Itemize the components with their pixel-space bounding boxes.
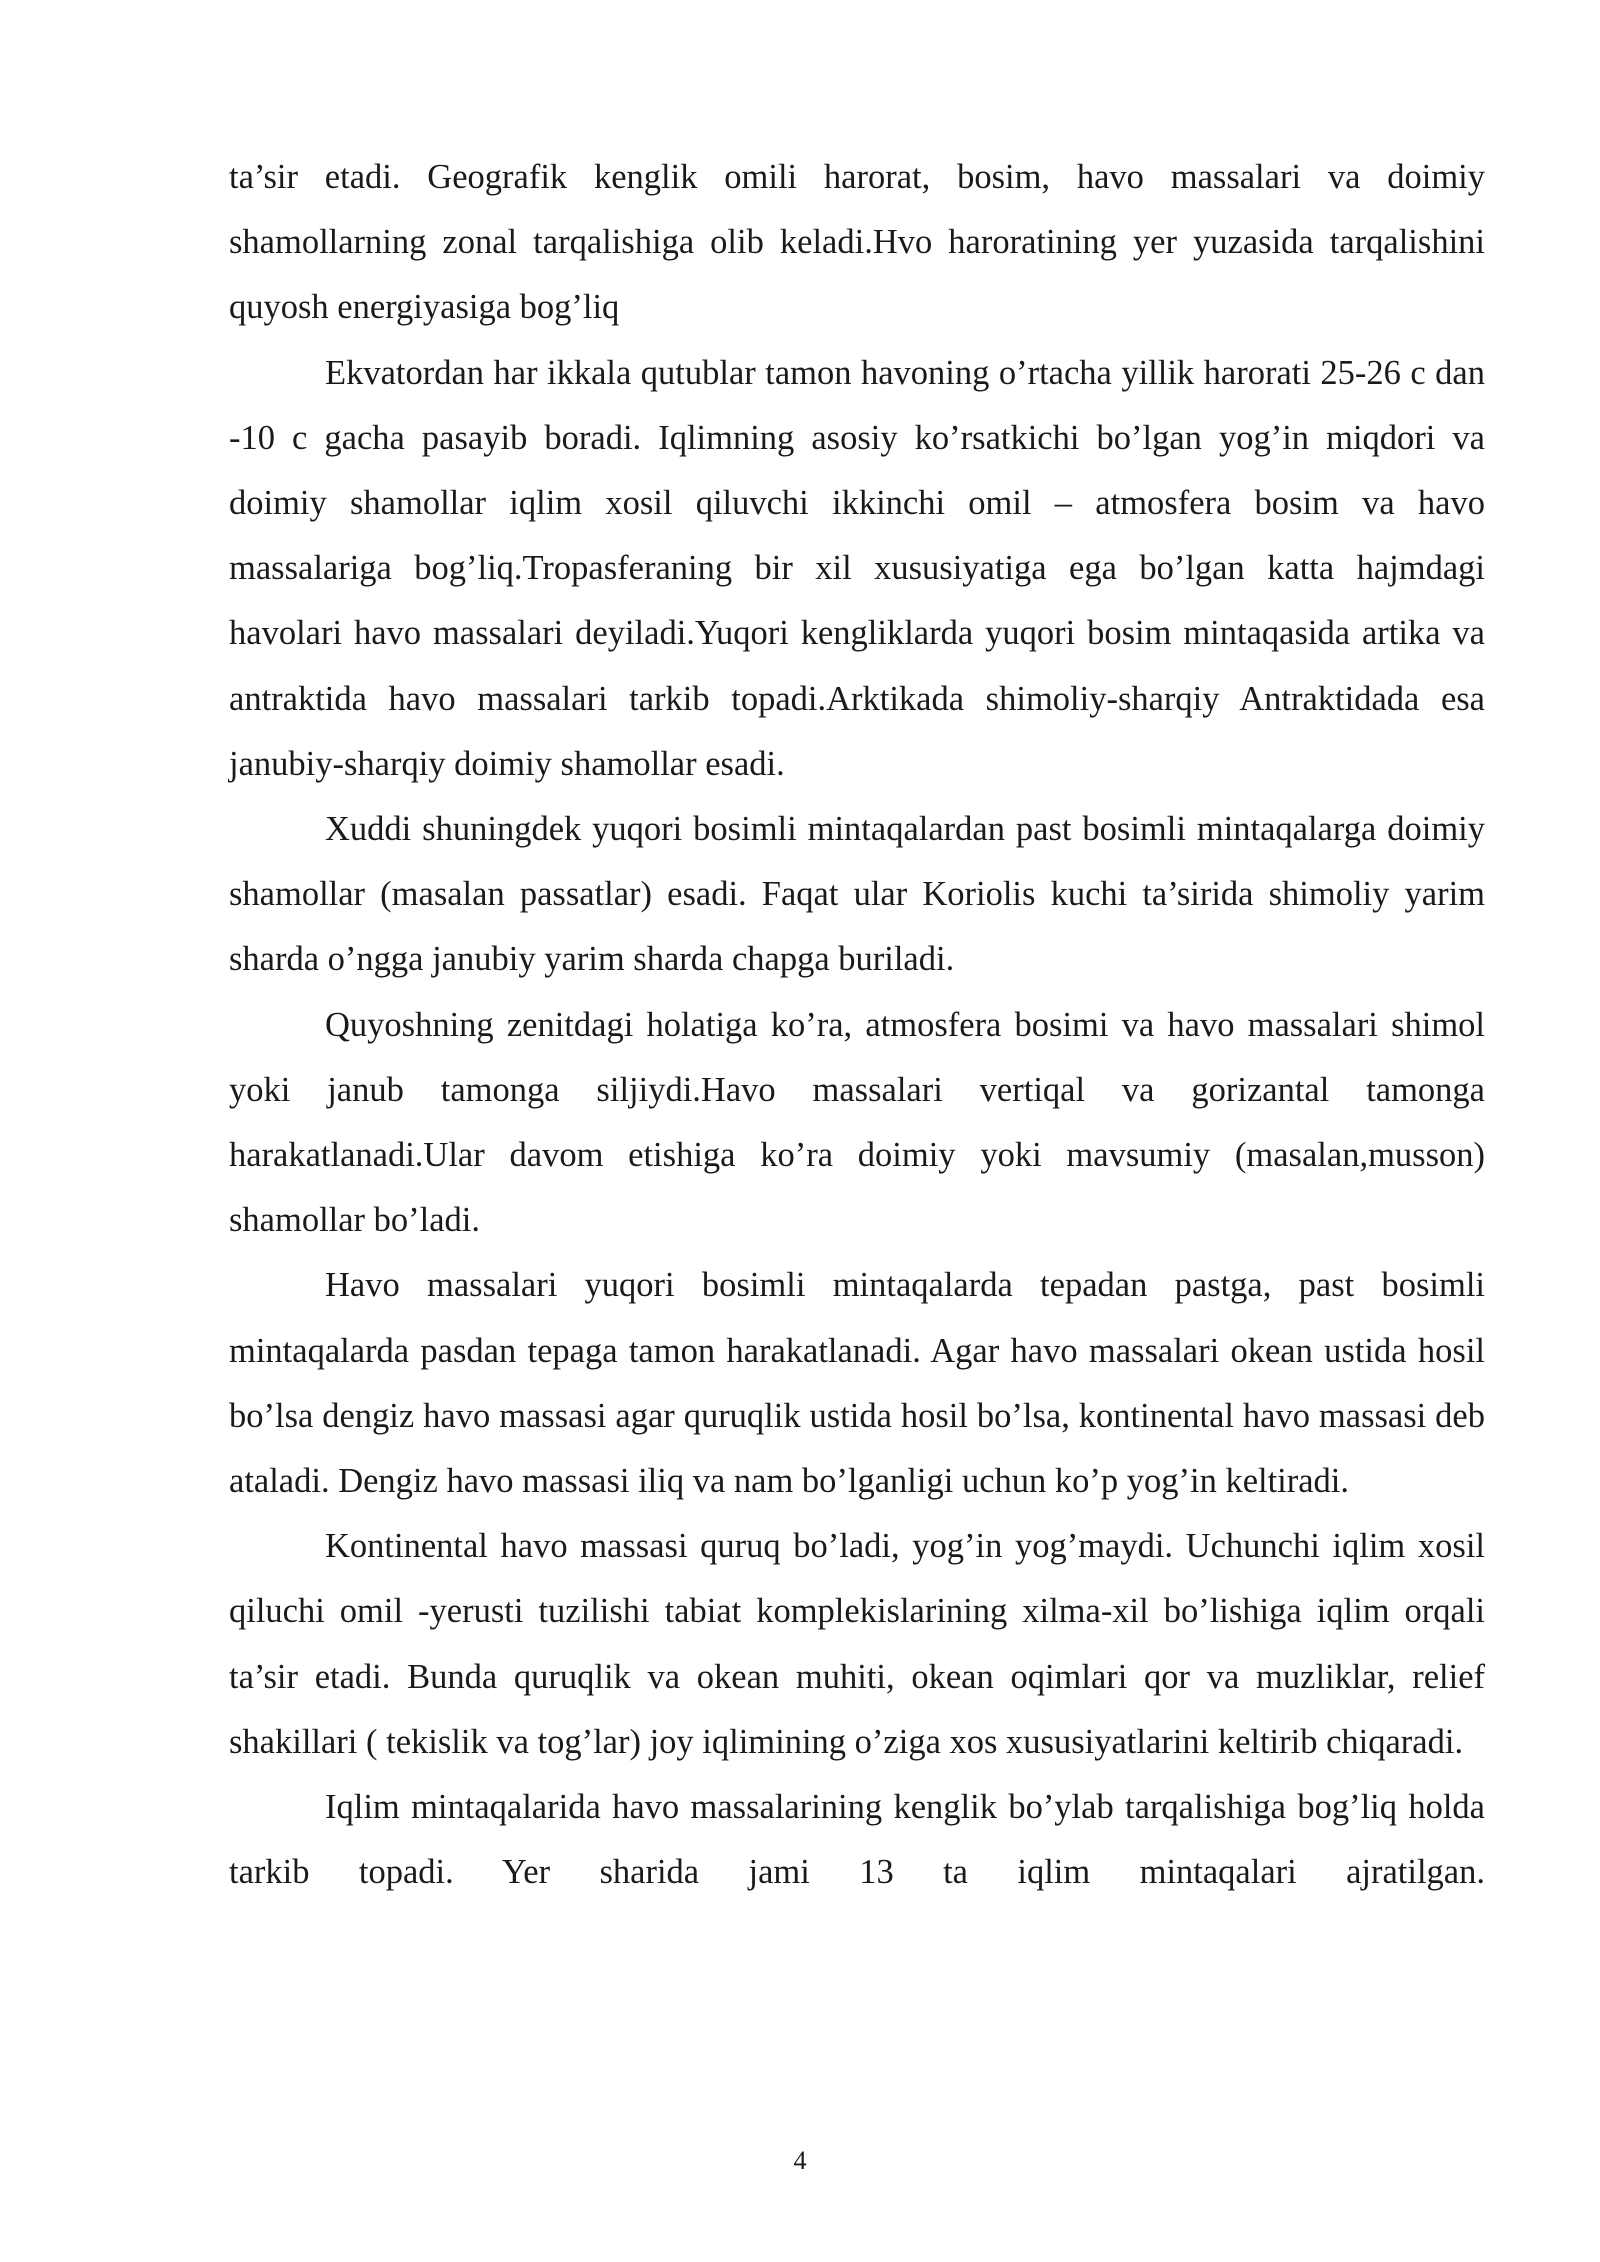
page-number: 4 <box>793 2146 807 2175</box>
paragraph-iqlim: Iqlim mintaqalarida havo massalarining kenglik bo’ylab tarqalishiga bog’liq holda tarkib topadi. Yer sharida jami 13 ta iqlim mintaqalari ajratilgan. <box>229 1788 1485 1892</box>
paragraph-quyoshning: Quyoshning zenitdagi holatiga ko’ra, atmosfera bosimi va havo massalari shimol yoki janub tamonga siljiydi.Havo massalari vertiqal va gorizantal tamonga harakatlanadi.Ular davom etishiga ko’ra doimiy yoki mavsumiy (masalan,musson) shamollar bo’ladi. <box>229 1005 1485 1240</box>
paragraph-havo-massalari: Havo massalari yuqori bosimli mintaqalarda tepadan pastga, past bosimli mintaqalarda pasdan tepaga tamon harakatlanadi. Agar havo massalari okean ustida hosil bo’lsa dengiz havo massasi agar quruqlik ustida hosil bo’lsa, kontinental havo massasi deb ataladi. Dengiz havo massasi iliq va nam bo’lganligi uchun ko’p yog’in keltiradi. <box>229 1266 1485 1501</box>
paragraph-kontinental: Kontinental havo massasi quruq bo’ladi, yog’in yog’maydi. Uchunchi iqlim xosil qiluchi omil -yerusti tuzilishi tabiat komplekislarining xilma-xil bo’lishiga iqlim orqali ta’sir etadi. Bunda quruqlik va okean muhiti, okean oqimlari qor va muzliklar, relief shakillari ( tekislik va tog’lar) joy iqlimining o’ziga xos xususiyatlarini keltirib chiqaradi. <box>229 1527 1485 1761</box>
paragraph-xuddi: Xuddi shuningdek yuqori bosimli mintaqalardan past bosimli mintaqalarga doimiy shamollar (masalan passatlar) esadi. Faqat ular Koriolis kuchi ta’sirida shimoliy yarim sharda o’ngga janubiy yarim sharda chapga buriladi. <box>229 810 1485 979</box>
paragraph-continuation: ta’sir etadi. Geografik kenglik omili harorat, bosim, havo massalari va doimiy shamollarning zonal tarqalishiga olib keladi.Hvo haroratining yer yuzasida tarqalishini quyosh energiyasiga bog’liq <box>229 158 1485 327</box>
paragraph-ekvatordan: Ekvatordan har ikkala qutublar tamon havoning o’rtacha yillik harorati 25-26 c dan -10 c gacha pasayib boradi. Iqlimning asosiy ko’rsatkichi bo’lgan yog’in miqdori va doimiy shamollar iqlim xosil qiluvchi ikkinchi omil – atmosfera bosim va havo massalariga bog’liq.Tropasferaning bir xil xususiyatiga ega bo’lgan katta hajmdagi havolari havo massalari deyiladi.Yuqori kengliklarda yuqori bosim mintaqasida artika va antraktida havo massalari tarkib topadi.Arktikada shimoliy-sharqiy Antraktidada esa janubiy-sharqiy doimiy shamollar esadi. <box>229 353 1485 783</box>
document-body <box>229 145 1485 1905</box>
